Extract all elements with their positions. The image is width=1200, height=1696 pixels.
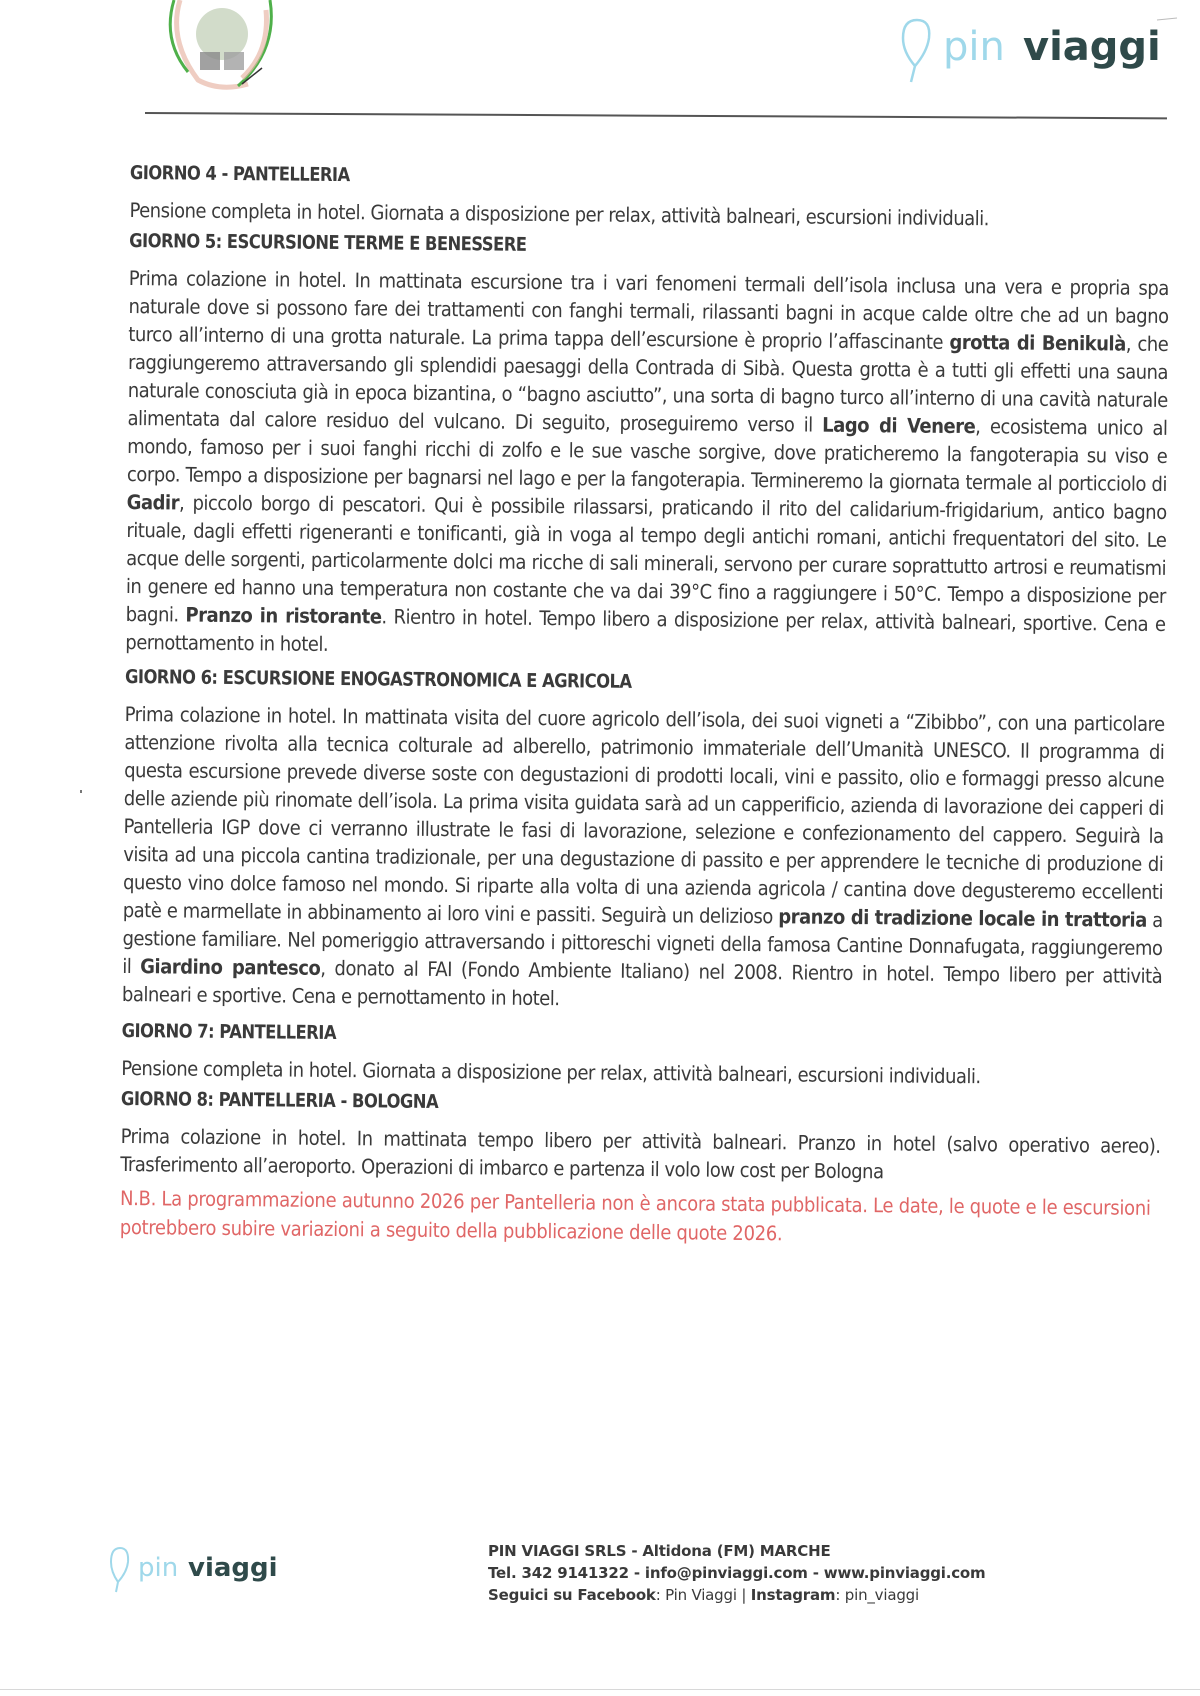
highlight-lago-di-venere: Lago di Venere xyxy=(822,412,976,439)
text-segment: Prima colazione in hotel. In mattinata tempo libero per attività balneari. Pranzo in hotel (salvo operativo aereo). Trasferimento all’aeroporto. Operazioni di imbarco e partenza il volo low cost per Bologna xyxy=(120,1123,1161,1184)
text-segment: a gestione familiare. Nel pomeriggio attraversando i pittoreschi vigneti della famosa Cantine Donnafugata, raggiungeremo il xyxy=(122,907,1163,979)
instagram-handle[interactable]: : pin_viaggi xyxy=(835,1586,919,1604)
day-7-heading: GIORNO 7: PANTELLERIA xyxy=(121,1019,337,1045)
emblem-logo-icon xyxy=(158,0,286,90)
text-segment: Pensione completa in hotel. Giornata a disposizione per relax, attività balneari, escursioni individuali. xyxy=(121,1055,981,1089)
footer-brand-name: viaggi xyxy=(188,1553,278,1583)
highlight-giardino-pantesco: Giardino pantesco xyxy=(140,954,321,980)
footer-social xyxy=(488,1584,985,1606)
highlight-pranzo-ristorante: Pranzo in ristorante xyxy=(185,602,382,629)
scan-speck xyxy=(80,790,82,793)
text-segment: , ecosistema unico al mondo, famoso per i suoi fanghi ricchi di zolfo e le sue vasche sorgive, dove praticheremo la fangoterapia su viso e corpo. Tempo a disposizione per bagnarsi nel lago e per la fangoterapia. Termineremo la giornata termale al porticciolo di xyxy=(126,414,1168,496)
highlight-pranzo-trattoria: pranzo di tradizione locale in trattoria xyxy=(778,904,1147,932)
instagram-label: Instagram xyxy=(750,1586,836,1604)
text-segment: Prima colazione in hotel. In mattinata visita del cuore agricolo dell’isola, dei suoi vigneti a “Zibibbo”, con una particolare attenzione rivolta alla tecnica colturale ad alberello, patrimonio immateriale dell’Umanità UNESCO. Il programma di questa escursione prevede diverse soste con degustazioni di prodotti locali, vini e passito, olio e formaggi presso alcune delle aziende più rinomate dell’isola. La prima visita guidata sarà ad un capperificio, azienda di lavorazione dei capperi di Pantelleria IGP dove ci verranno illustrate le fasi di lavorazione, selezione e confezionamento del cappero. Seguirà la visita ad una piccola cantina tradizionale, per una degustazione di passito e per apprendere le tecniche di produzione di questo vino dolce famoso nel mondo. Si riparte alla volta di una azienda agricola / cantina dove degusteremo eccellenti patè e marmellate in abbinamento ai loro vini e passiti. Seguirà un delizioso xyxy=(122,701,1165,929)
brand-name: viaggi xyxy=(1023,24,1161,70)
text-segment: . Rientro in hotel. Tempo libero a disposizione per relax, attività balneari, sportive. Cena e pernottamento in hotel. xyxy=(125,604,1166,656)
header-divider xyxy=(145,112,1167,119)
day-4-body xyxy=(129,196,1169,234)
day-4-heading: GIORNO 4 - PANTELLERIA xyxy=(129,161,350,187)
day-7-section xyxy=(121,1020,1162,1092)
day-7-body xyxy=(121,1054,1161,1092)
footer-divider xyxy=(0,1689,1200,1690)
highlight-gadir: Gadir xyxy=(126,489,180,515)
day-8-body xyxy=(120,1122,1160,1188)
text-segment: Prima colazione in hotel. In mattinata escursione tra i vari fenomeni termali dell’isola inclusa una vera e propria spa naturale dove si possono fare dei trattamenti con fanghi termali, rilassanti bagni in acque calde oltre che ad un bagno turco all’interno di una grotta naturale. La prima tappa dell’escursione è proprio l’affascinante xyxy=(128,265,1169,354)
day-5-section xyxy=(125,230,1169,666)
day-8-heading: GIORNO 8: PANTELLERIA - BOLOGNA xyxy=(120,1087,439,1114)
text-segment: , donato al FAI (Fondo Ambiente Italiano) nel 2008. Rientro in hotel. Tempo libero per attività balneari e sportive. Cena e pernottamento in hotel. xyxy=(121,955,1163,1011)
facebook-label: Seguici su Facebook xyxy=(488,1586,656,1604)
day-8-section xyxy=(120,1088,1161,1188)
pinviaggi-logo xyxy=(895,8,1195,88)
footer-brand-prefix: pin xyxy=(138,1553,179,1583)
text-segment: , piccolo borgo di pescatori. Qui è possibile rilassarsi, praticando il rito del calidarium-frigidarium, antico bagno rituale, dagli effetti rigeneranti e tonificanti, già in voga al tempo degli antichi romani, antichi frequentatori del sito. Le acque delle sorgenti, particolarmente dolci ma ricche di sali minerali, servono per curare soprattutto artrosi e reumatismi in genere ed hanno una temperatura non costante che va dai 39°C fino a raggiungere i 50°C. Tempo a disposizione per bagni. xyxy=(125,490,1167,627)
map-pin-icon xyxy=(111,1548,128,1592)
footer-pinviaggi-logo xyxy=(108,1538,308,1598)
brand-prefix: pin xyxy=(943,24,1005,70)
footer-contact-block xyxy=(488,1540,985,1606)
day-5-body xyxy=(125,264,1169,666)
text-segment: Pensione completa in hotel. Giornata a disposizione per relax, attività balneari, escursioni individuali. xyxy=(129,197,990,231)
day-6-heading: GIORNO 6: ESCURSIONE ENOGASTRONOMICA E AGRICOLA xyxy=(124,665,632,693)
map-pin-icon xyxy=(903,20,929,82)
footer-contacts[interactable]: Tel. 342 9141322 - info@pinviaggi.com - www.pinviaggi.com xyxy=(488,1564,986,1582)
footer-company: PIN VIAGGI SRLS - Altidona (FM) MARCHE xyxy=(488,1542,831,1560)
disclaimer-note: N.B. La programmazione autunno 2026 per Pantelleria non è ancora stata pubblicata. Le date, le quote e le escursioni potrebbero subire variazioni a seguito della pubblicazione delle quote 2026. xyxy=(119,1185,1151,1246)
day-6-section xyxy=(122,666,1165,1018)
day-4-section xyxy=(129,162,1170,234)
day-5-heading: GIORNO 5: ESCURSIONE TERME E BENESSERE xyxy=(129,229,527,256)
highlight-benikula: grotta di Benikulà xyxy=(949,329,1126,356)
itinerary-content xyxy=(119,160,1170,1272)
facebook-handle[interactable]: : Pin Viaggi | xyxy=(655,1586,751,1604)
day-6-body xyxy=(122,700,1165,1018)
text-segment: , che raggiungeremo attraversando gli splendidi paesaggi della Contrada di Sibà. Questa grotta è a tutti gli effetti una sauna naturale conosciuta già in epoca bizantina, o “bagno asciutto”, una sorta di bagno turco all’interno di una cavità naturale alimentata dal calore residuo del vulcano. Di seguito, proseguiremo verso il xyxy=(127,331,1169,437)
